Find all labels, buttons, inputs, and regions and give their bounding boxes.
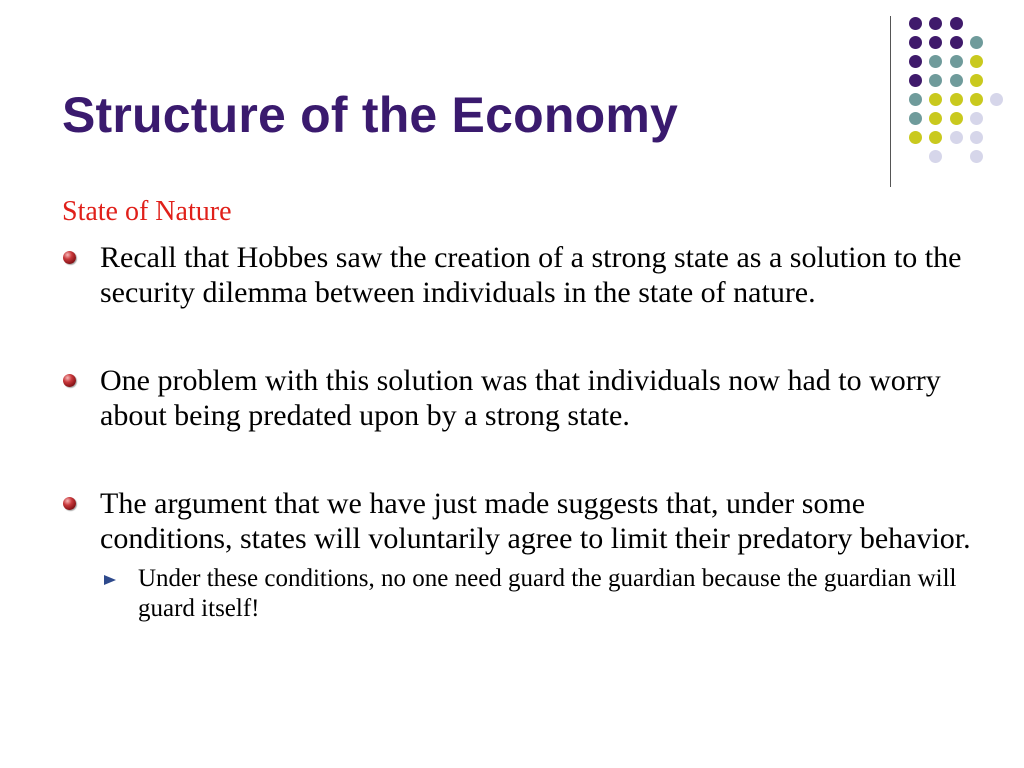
red-sphere-bullet-icon — [63, 374, 76, 387]
bullet-text: The argument that we have just made suggests that, under some conditions, states will voluntarily agree to limit their predatory behavior. — [100, 487, 971, 555]
decorative-dot — [929, 55, 942, 68]
decorative-dot — [970, 74, 983, 87]
decorative-dot — [970, 150, 983, 163]
decorative-dot — [950, 74, 963, 87]
decorative-dot — [909, 17, 922, 30]
decorative-dot — [929, 74, 942, 87]
slide-body — [62, 194, 972, 624]
decorative-dot — [929, 93, 942, 106]
bullet-item — [62, 240, 972, 310]
slide-title: Structure of the Economy — [62, 87, 678, 143]
bullet-text: Recall that Hobbes saw the creation of a strong state as a solution to the security dilemma between individuals in the state of nature. — [100, 241, 962, 309]
decorative-dot — [909, 36, 922, 49]
decorative-dot — [970, 55, 983, 68]
decorative-dot — [950, 93, 963, 106]
sub-bullet-item — [62, 564, 972, 624]
bullet-item — [62, 363, 972, 433]
decorative-dot — [909, 112, 922, 125]
decorative-dot — [990, 93, 1003, 106]
decorative-dot — [950, 131, 963, 144]
decorative-dot — [929, 150, 942, 163]
decorative-dot — [970, 93, 983, 106]
decorative-dot — [950, 55, 963, 68]
bullet-text: One problem with this solution was that individuals now had to worry about being predated upon by a strong state. — [100, 364, 941, 432]
sub-bullet-text: Under these conditions, no one need guard the guardian because the guardian will guard itself! — [138, 565, 957, 622]
decorative-dot — [909, 55, 922, 68]
divider-line — [890, 16, 891, 187]
red-sphere-bullet-icon — [63, 497, 76, 510]
decorative-dot — [929, 131, 942, 144]
decorative-dot — [909, 131, 922, 144]
decorative-dot — [909, 74, 922, 87]
blue-triangle-bullet-icon — [104, 575, 116, 585]
decorative-dot — [970, 36, 983, 49]
decorative-dot — [929, 17, 942, 30]
decorative-dot — [950, 112, 963, 125]
decorative-dot — [929, 112, 942, 125]
section-subheading: State of Nature — [62, 196, 232, 227]
red-sphere-bullet-icon — [63, 251, 76, 264]
decorative-dot — [970, 131, 983, 144]
decorative-dot — [950, 17, 963, 30]
decorative-dot — [970, 112, 983, 125]
decorative-dot — [929, 36, 942, 49]
bullet-item — [62, 486, 972, 556]
decorative-dot — [909, 93, 922, 106]
decorative-dot — [950, 36, 963, 49]
